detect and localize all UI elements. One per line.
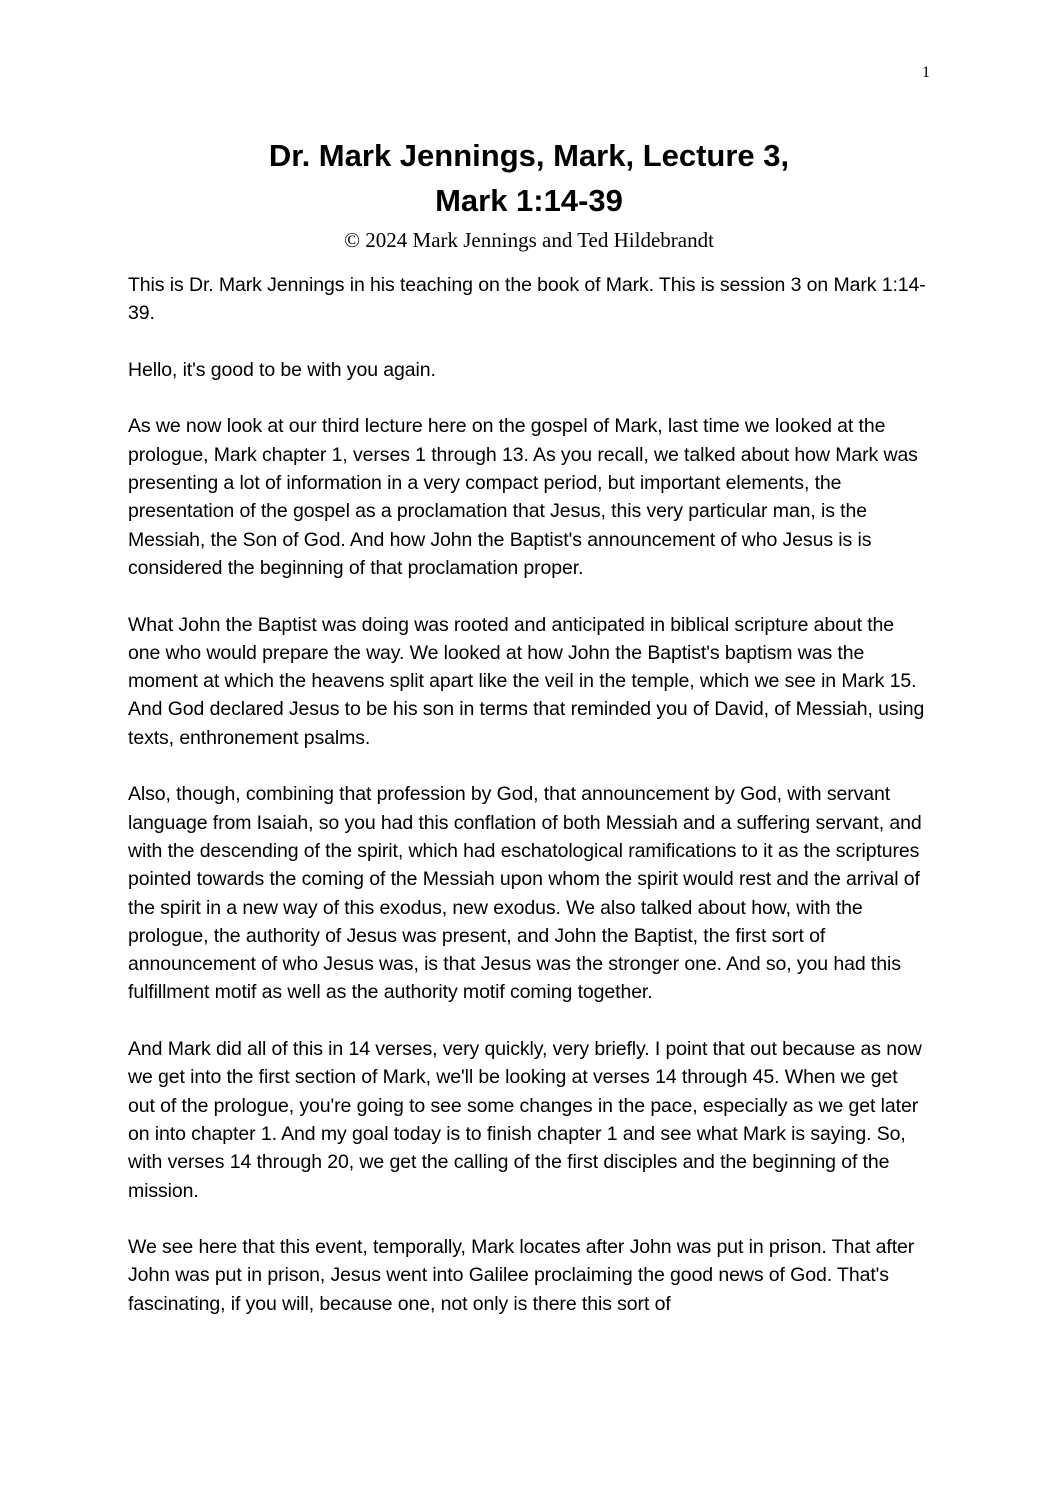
document-title-line-2: Mark 1:14-39 xyxy=(435,183,623,218)
page-number: 1 xyxy=(922,64,930,81)
paragraph: And Mark did all of this in 14 verses, very quickly, very briefly. I point that out because as now we get into the first section of Mark, we'll be looking at verses 14 through 45. When we get out of the prologue, you're going to see some changes in the pace, especially as we get later on into chapter 1. And my goal today is to finish chapter 1 and see what Mark is saying. So, with verses 14 through 20, we get the calling of the first disciples and the beginning of the mission. xyxy=(128,1038,922,1202)
paragraph: This is Dr. Mark Jennings in his teaching on the book of Mark. This is session 3 on Mark 1:14-39. xyxy=(128,274,926,325)
document-title-line-1: Dr. Mark Jennings, Mark, Lecture 3, xyxy=(268,138,790,173)
title-block xyxy=(0,133,1058,254)
paragraph: Hello, it's good to be with you again. xyxy=(128,358,436,381)
paragraph: As we now look at our third lecture here on the gospel of Mark, last time we looked at the prologue, Mark chapter 1, verses 1 through 13. As you recall, we talked about how Mark was presenting a lot of information in a very compact period, but important elements, the presentation of the gospel as a proclamation that Jesus, this very particular man, is the Messiah, the Son of God. And how John the Baptist's announcement of who Jesus is is considered the beginning of that proclamation proper. xyxy=(128,415,918,579)
copyright-notice: © 2024 Mark Jennings and Ted Hildebrandt xyxy=(344,228,714,252)
paragraph: Also, though, combining that profession by God, that announcement by God, with servant language from Isaiah, so you had this conflation of both Messiah and a suffering servant, and with the descending of the spirit, which had eschatological ramifications to it as the scriptures pointed towards the coming of the Messiah upon whom the spirit would rest and the arrival of the spirit in a new way of this exodus, new exodus. We also talked about how, with the prologue, the authority of Jesus was present, and John the Baptist, the first sort of announcement of who Jesus was, is that Jesus was the stronger one. And so, you had this fulfillment motif as well as the authority motif coming together. xyxy=(128,783,922,1004)
paragraph: What John the Baptist was doing was rooted and anticipated in biblical scripture about the one who would prepare the way. We looked at how John the Baptist's baptism was the moment at which the heavens split apart like the veil in the temple, which we see in Mark 15. And God declared Jesus to be his son in terms that reminded you of David, of Messiah, using texts, enthronement psalms. xyxy=(128,613,925,749)
body-text xyxy=(128,271,928,1346)
paragraph: We see here that this event, temporally, Mark locates after John was put in prison. That after John was put in prison, Jesus went into Galilee proclaiming the good news of God. That's fascinating, if you will, because one, not only is there this sort of xyxy=(128,1236,915,1315)
